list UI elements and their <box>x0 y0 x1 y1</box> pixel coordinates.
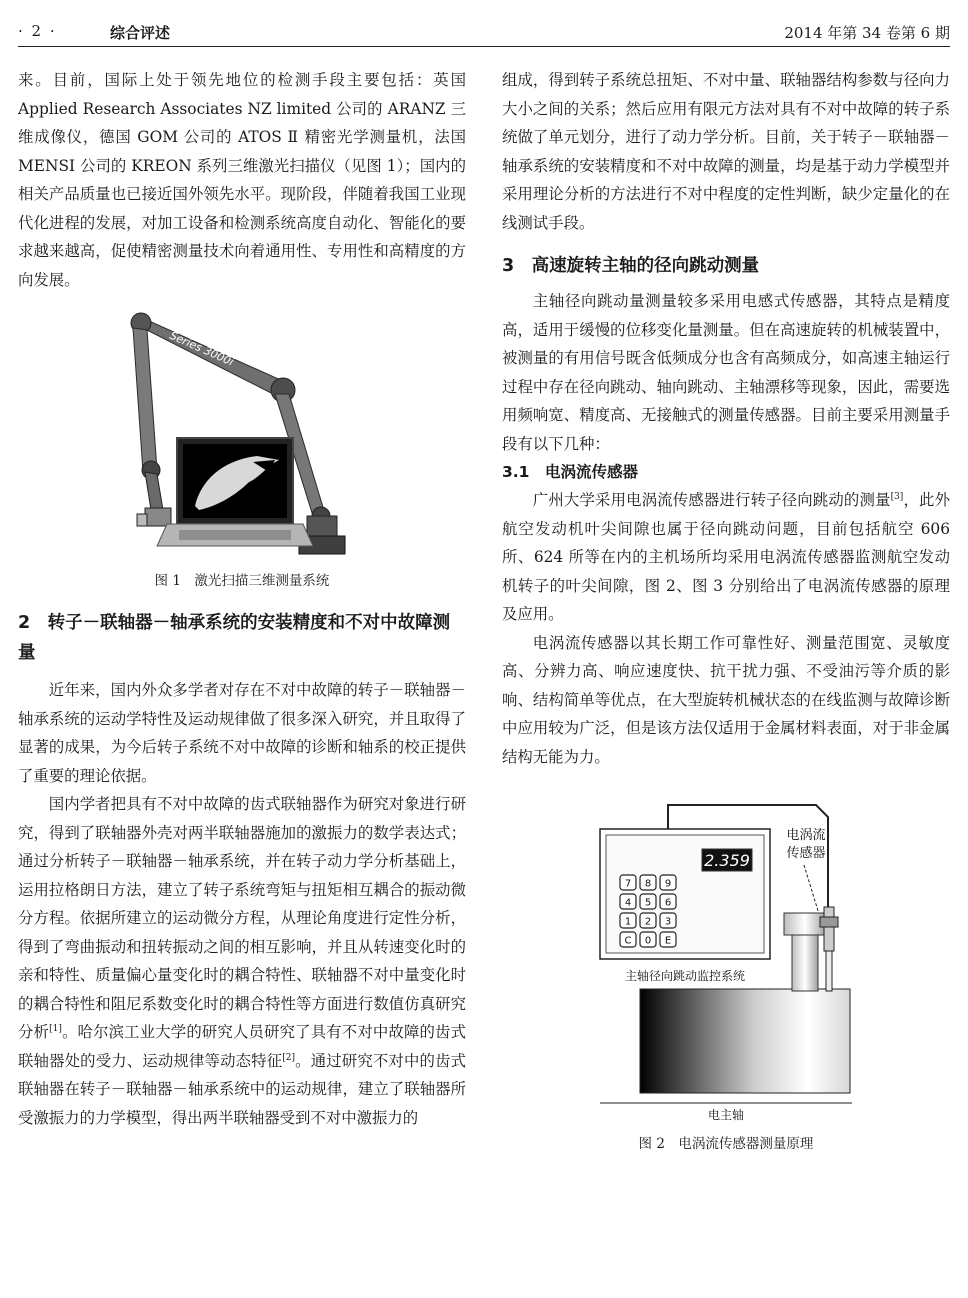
keypad-key <box>620 875 636 890</box>
left-paragraph-1: 来。目前，国际上处于领先地位的检测手段主要包括：英国 Applied Research Associates NZ limited 公司的 ARANZ 三维成像仪，德国 GOM 公司的 ATOS Ⅱ 精密光学测量机，法国 MENSI 公司的 KREON 系列三维激光扫描仪（见图 1）；国内的相关产品质量也已接近国外领先水平。现阶段，伴随着我国工业现代化进程的发展，对加工设备和检测系统高度自动化、智能化的要求越来越高，促使精密测量技术向着通用性、专用性和高精度的方向发展。 <box>18 71 466 289</box>
figure-2-illustration <box>598 797 854 1127</box>
figure-1-laser-scanner <box>117 310 367 568</box>
right-paragraph-3 <box>502 486 950 629</box>
keypad-key <box>660 913 676 928</box>
left-paragraph-2: 近年来，国内外众多学者对存在不对中故障的转子－联轴器－轴承系统的运动学特性及运动规律做了很多深入研究，并且取得了显著的成果，为今后转子系统不对中故障的诊断和轴系的校正提供了重要的理论依据。 <box>18 681 466 785</box>
keypad-key-label: E <box>664 935 672 947</box>
display-readout: 2.359 <box>704 851 750 870</box>
keypad-key-label: 1 <box>624 916 632 928</box>
keypad-key <box>620 894 636 909</box>
keypad-key <box>640 894 656 909</box>
keypad-key <box>640 875 656 890</box>
figure-2-eddy-current-diagram <box>598 797 854 1127</box>
figure-1-caption: 图 1 激光扫描三维测量系统 <box>154 573 330 589</box>
keypad-key <box>660 875 676 890</box>
keypad-key <box>660 932 676 947</box>
arm-brand-text: Series 3000i <box>167 328 236 369</box>
keypad-key-label: 5 <box>644 897 652 909</box>
left-column <box>18 66 466 1132</box>
figure-1-illustration <box>117 310 367 568</box>
keypad-key-label: 2 <box>644 916 652 928</box>
page-number: · 2 · <box>18 22 57 40</box>
left-paragraph-3-part-c: 。通过研究不对中的齿式联轴器在转子－联轴器－轴承系统中的运动规律，建立了联轴器所受激振力的力学模型，得出两半联轴器受到不对中激振力的 <box>18 1051 466 1127</box>
left-paragraph-3 <box>18 790 466 1132</box>
right-paragraph-3-part-a: 广州大学采用电涡流传感器进行转子径向跳动的测量 <box>532 491 891 509</box>
issue-info: 2014 年第 34 卷第 6 期 <box>784 24 950 42</box>
left-paragraph-3-part-a: 国内学者把具有不对中故障的齿式联轴器作为研究对象进行研究，得到了联轴器外壳对两半联轴器施加的激振力的数学表达式；通过分析转子－联轴器－轴承系统，并在转子动力学分析基础上，运用拉格朗日方法，建立了转子系统弯矩与扭矩相互耦合的振动微分方程。依据所建立的运动微分方程，从理论角度进行定性分析，得到了弯曲振动和扭转振动之间的相互影响，并且从转速变化时的亲和特性、质量偏心量变化时的耦合特性、联轴器不对中量变化时的耦合特性和阻尼系数变化时的耦合特性等方面进行数值仿真研究分析 <box>18 795 466 1041</box>
keypad-key-label: 8 <box>644 878 652 890</box>
figure-2-caption: 图 2 电涡流传感器测量原理 <box>638 1136 814 1152</box>
left-paragraph-3-part-b: 。哈尔滨工业大学的研究人员研究了具有不对中故障的齿式联轴器处的受力、运动规律等动态特征 <box>18 1023 466 1070</box>
keypad-key-label: 7 <box>624 878 632 890</box>
keypad-key-label: 0 <box>644 935 652 947</box>
section-name: 综合评述 <box>110 24 171 42</box>
right-paragraph-2: 主轴径向跳动量测量较多采用电感式传感器，其特点是精度高，适用于缓慢的位移变化量测量。但在高速旋转的机械装置中，被测量的有用信号既含低频成分也含有高频成分，如高速主轴运行过程中存在径向跳动、轴向跳动、主轴漂移等现象，因此，需要选用频响宽、精度高、无接触式的测量传感器。目前主要采用测量手段有以下几种： <box>502 292 950 453</box>
keypad-key <box>660 894 676 909</box>
section-2-title: 2 转子－联轴器－轴承系统的安装精度和不对中故障测量 <box>18 613 451 663</box>
running-header <box>18 20 950 47</box>
keypad-key-label: 3 <box>664 916 672 928</box>
subsection-3-1-title: 3.1 电涡流传感器 <box>502 463 638 481</box>
keypad-key <box>620 913 636 928</box>
citation-2: [2] <box>282 1052 295 1063</box>
right-column <box>502 66 950 1155</box>
system-label: 主轴径向跳动监控系统 <box>624 969 746 983</box>
keypad-key-label: 6 <box>664 897 672 909</box>
sensor-label-line-2: 传感器 <box>786 846 826 861</box>
keypad-key-label: 9 <box>664 878 672 890</box>
keypad-key <box>640 932 656 947</box>
right-paragraph-4: 电涡流传感器以其长期工作可靠性好、测量范围宽、灵敏度高、分辨力高、响应速度快、抗干扰力强、不受油污等介质的影响、结构简单等优点，在大型旋转机械状态的在线监测与故障诊断中应用较为广泛，但是该方法仅适用于金属材料表面，对于非金属结构无能为力。 <box>502 633 950 766</box>
right-paragraph-3-part-b: ，此外航空发动机叶尖间隙也属于径向跳动问题，目前包括航空 606 所、624 所等在内的主机场所均采用电涡流传感器监测航空发动机转子的叶尖间隙，图 2、图 3 分别给出了电涡流传感器的原理及应用。 <box>502 491 950 623</box>
section-3-title: 3 高速旋转主轴的径向跳动测量 <box>502 256 760 276</box>
sensor-label-line-1: 电涡流 <box>786 828 826 843</box>
keypad-key <box>640 913 656 928</box>
right-paragraph-1: 组成，得到转子系统总扭矩、不对中量、联轴器结构参数与径向力大小之间的关系；然后应用有限元方法对具有不对中故障的转子系统做了单元划分，进行了动力学分析。目前，关于转子－联轴器－轴承系统的安装精度和不对中故障的测量，均是基于动力学模型并采用理论分析的方法进行不对中程度的定性判断，缺少定量化的在线测试手段。 <box>502 71 950 232</box>
keypad-key <box>620 932 636 947</box>
keypad-key-label: C <box>624 935 632 947</box>
citation-3: [3] <box>890 492 904 502</box>
spindle-label: 电主轴 <box>707 1108 745 1122</box>
keypad-key-label: 4 <box>624 897 632 909</box>
citation-1: [1] <box>49 1024 62 1034</box>
